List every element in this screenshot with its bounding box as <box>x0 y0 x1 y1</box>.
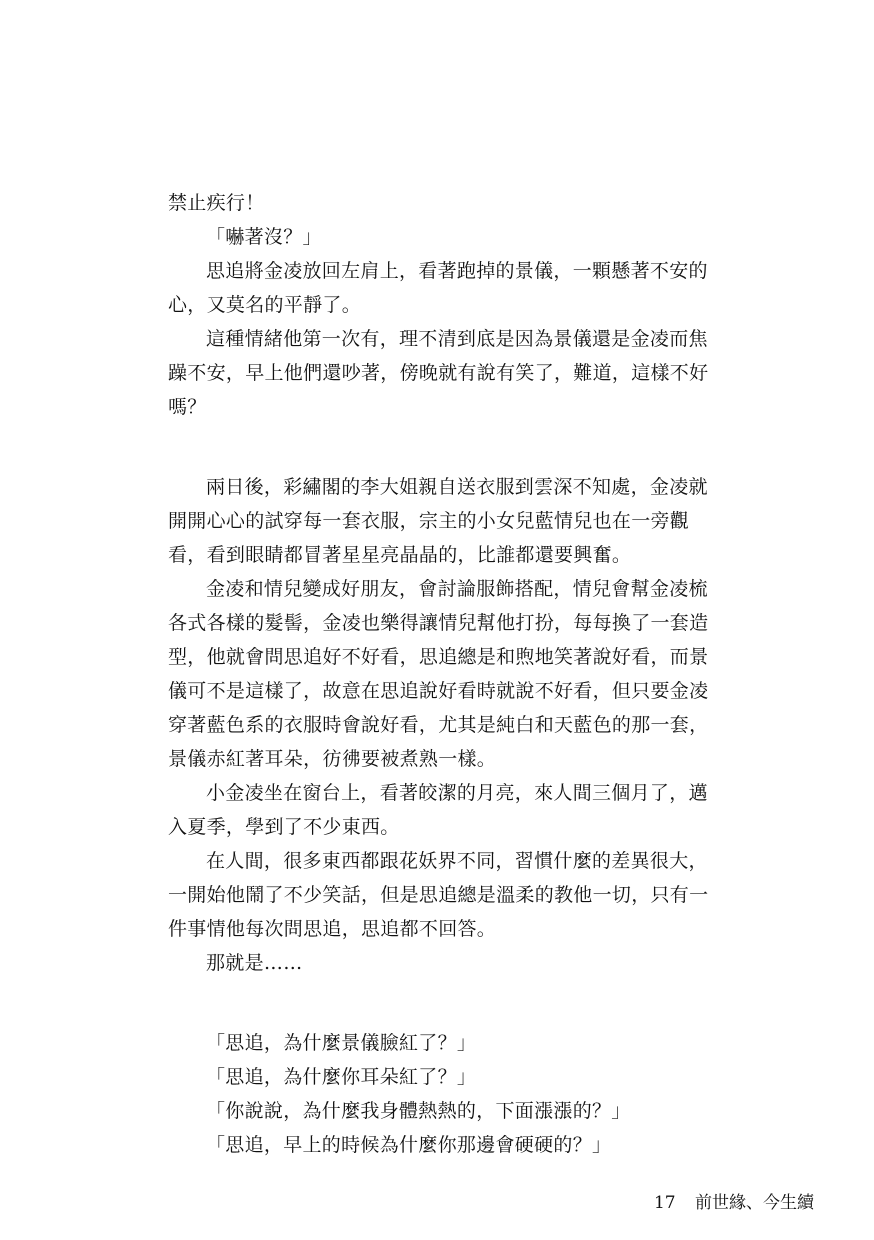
text-line: 「思追，為什麼你耳朵紅了？」 <box>206 1066 477 1088</box>
text-line: 這種情緒他第一次有，理不清到底是因為景儀還是金凌而焦 <box>206 328 708 350</box>
page-number: 17 <box>653 1193 676 1213</box>
text-line: 儀可不是這樣了，故意在思追說好看時就說不好看，但只要金凌 <box>168 680 709 702</box>
paragraph-gap <box>168 424 728 470</box>
text-line: 嗎？ <box>168 396 207 418</box>
text-line: 開開心心的試穿每一套衣服，宗主的小女兒藍情兒也在一旁觀 <box>168 510 690 532</box>
text-line: 各式各樣的髮髻，金凌也樂得讓情兒幫他打扮，每每換了一套造 <box>168 612 709 634</box>
text-line: 穿著藍色系的衣服時會說好看，尤其是純白和天藍色的那一套， <box>168 714 709 736</box>
page-footer <box>654 1188 814 1218</box>
text-line: 入夏季，學到了不少東西。 <box>168 816 400 838</box>
text-line: 看，看到眼睛都冒著星星亮晶晶的，比誰都還要興奮。 <box>168 544 632 566</box>
text-line: 躁不安，早上他們還吵著，傍晚就有說有笑了，難道，這樣不好 <box>168 362 709 384</box>
text-line: 金凌和情兒變成好朋友，會討論服飾搭配，情兒會幫金凌梳 <box>206 578 708 600</box>
paragraph-gap <box>168 980 728 1026</box>
text-line: 型，他就會問思追好不好看，思追總是和煦地笑著說好看，而景 <box>168 646 709 668</box>
text-line: 一開始他鬧了不少笑話，但是思追總是溫柔的教他一切，只有一 <box>168 884 709 906</box>
body-text <box>168 186 728 1162</box>
text-line: 「你說說，為什麼我身體熱熱的，下面漲漲的？」 <box>206 1100 631 1122</box>
text-line: 「嚇著沒？」 <box>206 226 322 248</box>
text-line: 心，又莫名的平靜了。 <box>168 294 362 316</box>
running-title: 前世緣、今生續 <box>695 1193 814 1213</box>
text-line: 那就是…… <box>206 952 303 974</box>
text-line: 思追將金凌放回左肩上，看著跑掉的景儀，一顆懸著不安的 <box>206 260 708 282</box>
text-line: 「思追，早上的時候為什麼你那邊會硬硬的？」 <box>206 1134 612 1156</box>
text-line: 小金凌坐在窗台上，看著皎潔的月亮，來人間三個月了，邁 <box>206 782 708 804</box>
text-line: 兩日後，彩繡閣的李大姐親自送衣服到雲深不知處，金凌就 <box>206 476 708 498</box>
text-line: 在人間，很多東西都跟花妖界不同，習慣什麼的差異很大， <box>206 850 708 872</box>
text-line: 「思追，為什麼景儀臉紅了？」 <box>206 1032 477 1054</box>
text-line: 景儀赤紅著耳朵，彷彿要被煮熟一樣。 <box>168 748 497 770</box>
text-line: 件事情他每次問思追，思追都不回答。 <box>168 918 497 940</box>
text-line: 禁止疾行！ <box>168 192 265 214</box>
